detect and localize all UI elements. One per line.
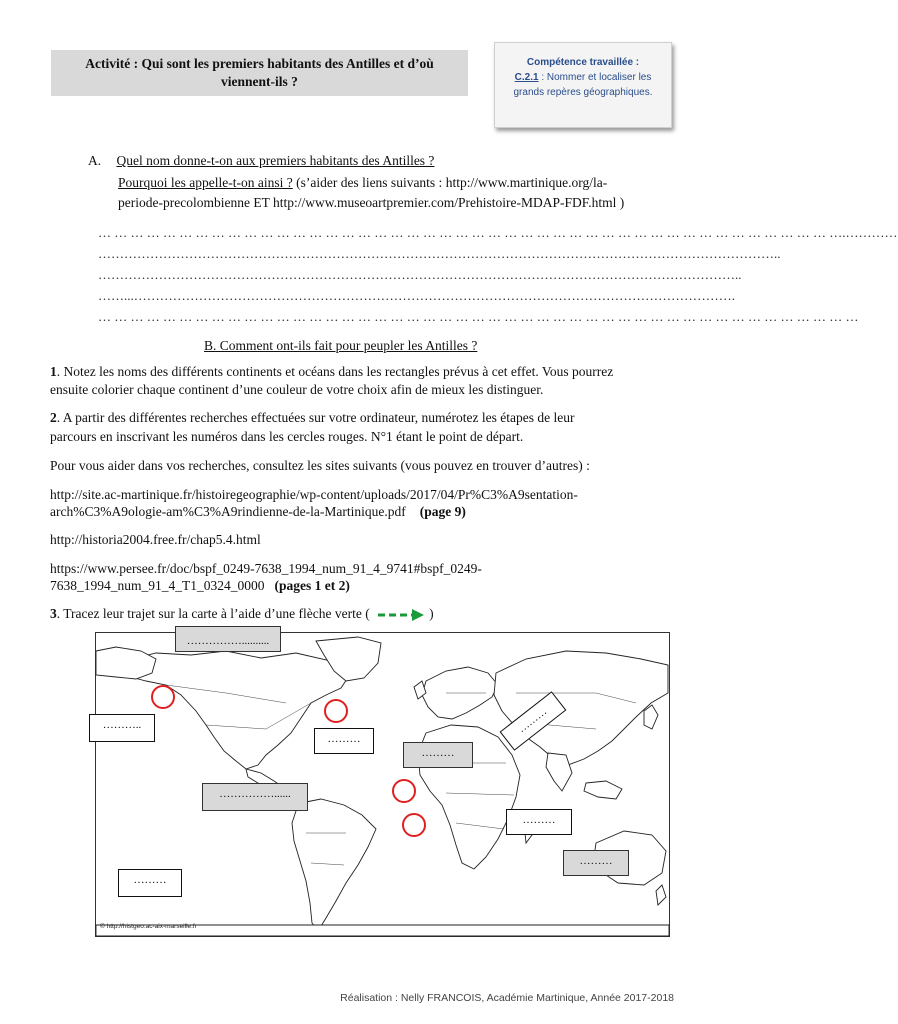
map-label-box[interactable]: ……….. [89, 714, 155, 742]
competence-line-2: grands repères géographiques. [513, 87, 653, 98]
item-3-close: ) [429, 606, 434, 621]
answer-line[interactable]: ……...…………………………………………………………………………………………………………………………. [98, 288, 735, 303]
title-line-2: viennent-ils ? [221, 74, 298, 89]
section-a-question: Quel nom donne-t-on aux premiers habitants des Antilles ? [116, 153, 435, 168]
map-label-box[interactable]: ……… [118, 869, 182, 897]
item-2-line-2: parcours en inscrivant les numéros dans les cercles rouges. N°1 étant le point de départ. [50, 429, 524, 444]
link-3-line-2 [50, 577, 350, 594]
item-2-number: 2 [50, 410, 57, 425]
title-line-1: Activité : Qui sont les premiers habitants des Antilles et d’où [85, 56, 434, 71]
map-label-box[interactable]: ……… [500, 691, 567, 751]
section-b-title: B. Comment ont-ils fait pour peupler les Antilles ? [204, 338, 478, 353]
answer-line[interactable]: … … … … … … … … … … … … … … … … … … … … … … … … … … … … … … … … … … … … … … … … … … … … … … … [98, 309, 859, 324]
item-1-number: 1 [50, 364, 57, 379]
section-a-help-1: (s’aider des liens suivants : http://www.martinique.org/la- [292, 175, 608, 190]
map-credit: © http://histgeo.ac-aix-marseille.fr [100, 923, 197, 930]
link-1-page: (page 9) [419, 504, 466, 519]
competence-code: C.2.1 [514, 72, 539, 83]
link-1-text-2[interactable]: arch%C3%A9ologie-am%C3%A9rindienne-de-la-Martinique.pdf [50, 504, 406, 519]
world-map [95, 632, 670, 937]
map-label-box[interactable]: ……………...... [202, 783, 308, 811]
map-label-box[interactable]: ……… [314, 728, 374, 754]
competence-box [494, 42, 672, 128]
section-a-question-line [88, 152, 434, 169]
answer-line[interactable]: ………………………………………………………………………………………………………………………………….. [98, 267, 742, 282]
item-2-text-1: . A partir des différentes recherches effectuées sur votre ordinateur, numérotez les étapes de leur [56, 410, 575, 425]
item-3-text: . Tracez leur trajet sur la carte à l’aide d’une flèche verte ( [56, 606, 370, 621]
map-label-box[interactable]: ……… [403, 742, 473, 768]
map-label-box[interactable]: ……… [563, 850, 629, 876]
competence-heading: Compétence travaillée : [526, 57, 640, 68]
link-3-text-2[interactable]: 7638_1994_num_91_4_T1_0324_0000 [50, 578, 265, 593]
map-label-box[interactable]: …………….......... [175, 626, 281, 652]
item-3-number: 3 [50, 606, 57, 621]
section-a-why: Pourquoi les appelle-t-on ainsi ? [118, 175, 293, 190]
help-intro: Pour vous aider dans vos recherches, consultez les sites suivants (vous pouvez en trouver d’autres) : [50, 458, 590, 473]
step-circle[interactable] [393, 780, 415, 802]
step-circle[interactable] [325, 700, 347, 722]
item-1-line-2: ensuite colorier chaque continent d’une couleur de votre choix afin de mieux les distinguer. [50, 382, 544, 397]
item-1-line-1 [50, 363, 613, 380]
map-label-box[interactable]: ……… [506, 809, 572, 835]
link-3-pages: (pages 1 et 2) [274, 578, 350, 593]
step-circle[interactable] [403, 814, 425, 836]
footer-credit: Réalisation : Nelly FRANCOIS, Académie Martinique, Année 2017-2018 [340, 992, 674, 1004]
step-circle[interactable] [152, 686, 174, 708]
section-a-help-2: periode-precolombienne ET http://www.museoartpremier.com/Prehistoire-MDAP-FDF.html ) [118, 195, 625, 210]
item-3-line [50, 605, 434, 622]
answer-line[interactable]: ………………………………………………………………………………………………………………………………………….. [98, 246, 781, 261]
answer-line[interactable]: … … … … … … … … … … … … … … … … … … … … … … … … … … … … … … … … … … … … … … … … … … … … … ….………… [98, 225, 898, 240]
link-1-line-2 [50, 503, 466, 520]
link-3-line-1[interactable]: https://www.persee.fr/doc/bspf_0249-7638_1994_num_91_4_9741#bspf_0249- [50, 561, 482, 576]
green-arrow-icon [376, 609, 426, 621]
activity-title [51, 50, 468, 96]
link-1-line-1[interactable]: http://site.ac-martinique.fr/histoiregeographie/wp-content/uploads/2017/04/Pr%C3%A9sentation- [50, 487, 578, 502]
item-2-line-1 [50, 409, 574, 426]
section-a-letter: A. [88, 153, 102, 168]
link-2[interactable]: http://historia2004.free.fr/chap5.4.html [50, 532, 261, 547]
competence-line-1 [495, 70, 671, 85]
section-a-why-line [118, 174, 607, 191]
item-1-text-1: . Notez les noms des différents continents et océans dans les rectangles prévus à cet effet. Vous pourrez [56, 364, 614, 379]
competence-text-1: : Nommer et localiser les [538, 72, 652, 83]
